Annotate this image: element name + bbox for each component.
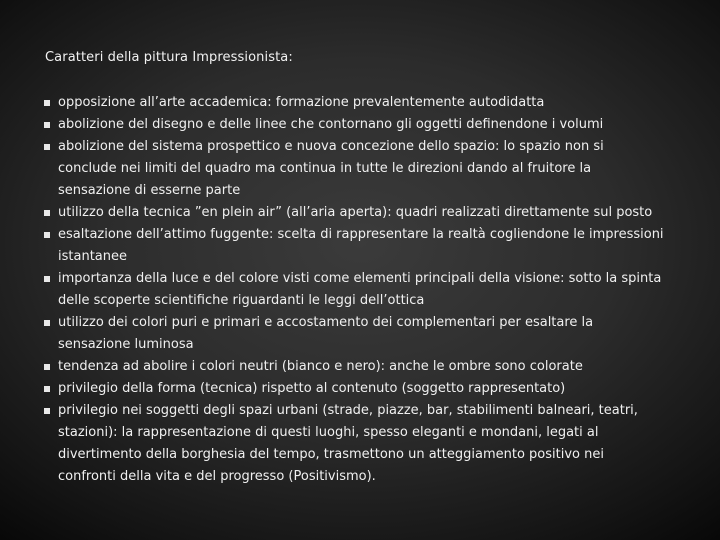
bullet-item [44,400,694,488]
bullet-item [44,202,694,224]
bullet-item [44,136,694,202]
bullet-square-icon [44,144,50,150]
bullet-text: tendenza ad abolire i colori neutri (bianco e nero): anche le ombre sono colorate [58,359,583,374]
bullet-text: abolizione del disegno e delle linee che contornano gli oggetti definendone i volumi [58,117,604,132]
bullet-text: opposizione all’arte accademica: formazione prevalentemente autodidatta [58,95,545,110]
bullet-text: utilizzo della tecnica ”en plein air” (all’aria aperta): quadri realizzati direttamente sul posto [58,205,653,220]
bullet-text: importanza della luce e del colore visti come elementi principali della visione: sotto la spinta delle scoperte scientifiche riguardanti le leggi dell’ottica [58,271,662,308]
bullet-item [44,268,694,312]
bullet-item [44,114,694,136]
slide-title: Caratteri della pittura Impressionista: [45,50,293,65]
bullet-square-icon [44,232,50,238]
bullet-text: abolizione del sistema prospettico e nuova concezione dello spazio: lo spazio non si conclude nei limiti del quadro ma continua in tutte le direzioni dando al fruitore la sensazione di esserne parte [58,139,604,198]
bullet-square-icon [44,100,50,106]
bullet-square-icon [44,276,50,282]
bullet-item [44,312,694,356]
bullet-item [44,92,694,114]
bullet-text: privilegio nei soggetti degli spazi urbani (strade, piazze, bar, stabilimenti balneari, teatri, stazioni): la rappresentazione di questi luoghi, spesso eleganti e mondani, legati al divertimento della borghesia del tempo, trasmettono un atteggiamento positivo nei confronti della vita e del progresso (Positivismo). [58,403,638,484]
bullet-text: esaltazione dell’attimo fuggente: scelta di rappresentare la realtà cogliendone le impressioni istantanee [58,227,664,264]
bullet-item [44,356,694,378]
bullet-text: privilegio della forma (tecnica) rispetto al contenuto (soggetto rappresentato) [58,381,566,396]
bullet-text: utilizzo dei colori puri e primari e accostamento dei complementari per esaltare la sensazione luminosa [58,315,594,352]
bullet-square-icon [44,210,50,216]
bullet-square-icon [44,408,50,414]
bullet-square-icon [44,364,50,370]
bullet-item [44,378,694,400]
bullet-square-icon [44,386,50,392]
bullet-square-icon [44,320,50,326]
bullet-square-icon [44,122,50,128]
bullet-item [44,224,694,268]
bullet-list [44,92,694,488]
